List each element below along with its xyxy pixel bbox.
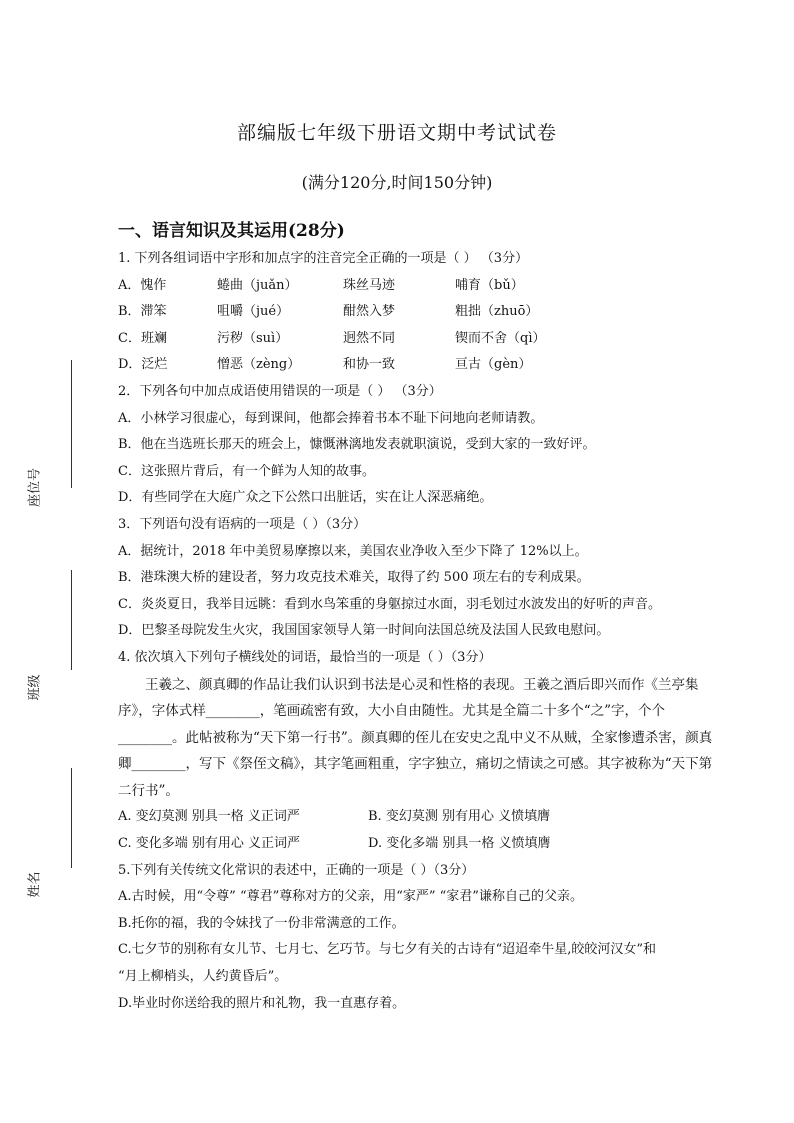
option-cell: A．愧作 [118,277,167,293]
option-cell: B．滞笨 [118,304,167,320]
option-cell: 污秽（suì） [217,330,289,346]
option-cell: A. 变幻莫测 别具一格 义正词严 [118,809,300,825]
option-cell: 和协一致 [343,357,396,373]
option-cell: 哺育（bǔ） [455,277,524,293]
question-1-option-b [118,299,718,326]
question-1-option-d [118,352,718,379]
option-cell: C．班斓 [118,330,167,346]
option-cell: 酣然入梦 [343,304,396,320]
question-1-stem: 1. 下列各组词语中字形和加点字的注音完全正确的一项是（ ） （3分） [118,251,529,266]
name-line [71,768,72,868]
option-cell: 珠丝马迹 [343,277,396,293]
question-3-option-b: B．港珠澳大桥的建设者，努力攻克技术难关，取得了约 500 项左右的专利成果。 [118,570,590,586]
question-5-option-c: C.七夕节的别称有女儿节、七月七、乞巧节。与七夕有关的古诗有“迢迢牵牛星,皎皎河汉女”和 [118,942,657,958]
question-1-option-a [118,273,718,300]
question-2-stem: 2．下列各句中加点成语使用错误的一项是（ ） （3分） [118,383,442,399]
exam-content [118,216,718,1017]
question-5-option-d: D.毕业时你送给我的照片和礼物，我一直惠存着。 [118,995,406,1011]
question-5-option-a: A.古时候，用“令尊” “尊君”尊称对方的父亲，用“家严” “家君”谦称自己的父亲。 [118,889,583,905]
class-label: 班级 [27,674,43,701]
option-cell: C. 变化多端 别有用心 义正词严 [118,836,301,852]
question-3-stem: 3．下列语句没有语病的一项是（ ）（3分） [118,516,367,532]
question-1-option-c [118,326,718,353]
question-4-options-cd [118,831,718,858]
exam-subtitle: (满分120分,时间150分钟) [301,173,493,192]
question-2-option-b: B．他在当选班长那天的班会上，慷慨淋漓地发表就职演说，受到大家的一致好评。 [118,437,596,453]
question-4-passage: 王羲之、颜真卿的作品让我们认识到书法是心灵和性格的表现。王羲之酒后即兴而作《兰亭集序》，字体式样________，笔画疏密有致，大小自由随性。尤其是全篇二十多个“之”字，个个________。此帖被称为“天下第一行书”。颜真卿的侄儿在安史之乱中义不从贼，全家惨遭杀害，颜真卿________，写下《祭侄文稿》，其字笔画粗重，字字独立，痛切之情读之可感。其字被称为“天下第二行书”。 [118,676,713,799]
option-cell: 亘古（gèn） [455,357,532,373]
question-3-option-c: C．炎炎夏日，我举目远眺：看到水鸟笨重的身躯掠过水面，羽毛划过水波发出的好听的声音。 [118,596,661,612]
name-label: 姓名 [27,871,43,898]
option-cell: D. 变化多端 别具一格 义愤填膺 [368,836,551,852]
question-5-stem: 5.下列有关传统文化常识的表述中，正确的一项是（ ）（3分） [118,862,475,878]
exam-title: 部编版七年级下册语文期中考试试卷 [236,122,557,144]
option-cell: 粗拙（zhuō） [455,304,539,320]
question-2-option-d: D．有些同学在大庭广众之下公然口出脏话，实在让人深恶痛绝。 [118,490,493,506]
question-5-option-b: B.托你的福，我的令妹找了一份非常满意的工作。 [118,915,405,931]
question-2-option-a: A．小林学习很虚心，每到课间，他都会捧着书本不耻下问地向老师请教。 [118,410,544,426]
section-title: 一、语言知识及其运用(28分) [118,221,345,241]
option-cell: 蜷曲（juǎn） [217,277,298,293]
option-cell: B. 变幻莫测 别有用心 义愤填膺 [368,809,551,825]
question-5-option-c-cont: “月上柳梢头，人约黄昏后”。 [118,969,288,985]
seat-number-line [71,360,72,488]
question-4-stem: 4. 依次填入下列句子横线处的词语，最恰当的一项是（ ）（3分） [118,649,492,665]
seat-number-label: 座位号 [27,468,43,508]
question-3-option-d: D．巴黎圣母院发生火灾，我国国家领导人第一时间向法国总统及法国人民致电慰问。 [118,623,610,639]
option-cell: D．泛烂 [118,357,168,373]
question-3-option-a: A．据统计，2018 年中美贸易摩擦以来，美国农业净收入至少下降了 12%以上。 [118,543,588,559]
question-2-option-c: C．这张照片背后，有一个鲜为人知的故事。 [118,463,375,479]
class-line [71,570,72,670]
option-cell: 憎恶（zèng） [217,357,301,373]
option-cell: 锲而不舍（qì） [455,330,546,346]
question-4-options-ab [118,804,718,831]
option-cell: 咀嚼（jué） [217,304,290,320]
option-cell: 迥然不同 [343,330,396,346]
